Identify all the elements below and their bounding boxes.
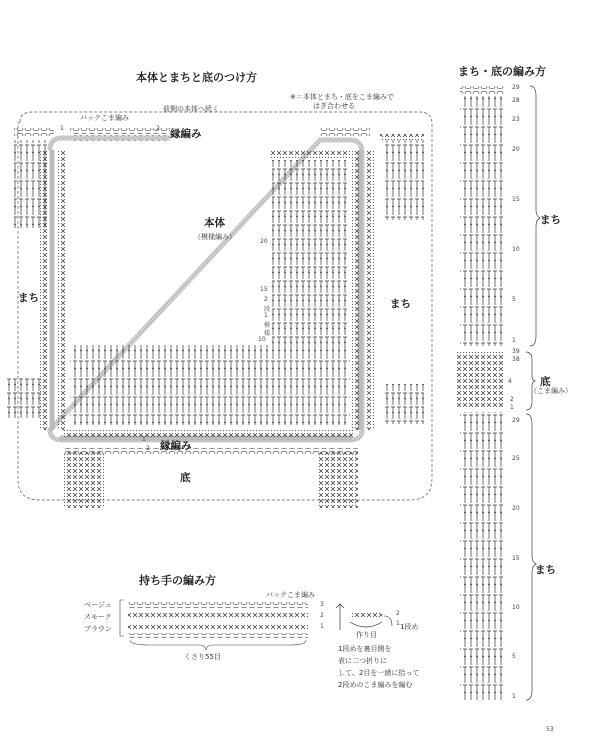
edging-left-x-inner <box>58 150 66 430</box>
edging-left-x <box>40 150 48 430</box>
strip-base-row-2: 2 <box>510 396 514 403</box>
handle-title: 持ち手の編み方 <box>139 574 216 587</box>
strip-lower-row-20: 20 <box>512 505 520 512</box>
join-note-line2: はぎ合わせる <box>313 102 355 110</box>
handle-row-3 <box>128 602 308 608</box>
mini-start-bracket <box>350 622 382 627</box>
mini-first-row-label: 1段め <box>400 623 419 631</box>
mini-start-label: 作り目 <box>356 631 377 639</box>
strip-gusset-label-upper: まち <box>540 214 561 226</box>
gusset-right-label: まち <box>390 298 411 310</box>
body-pattern-lower <box>70 345 350 425</box>
strip-gusset-label-lower: まち <box>535 564 556 576</box>
continue-label: 前側の本体へ続く <box>163 105 219 113</box>
body-pattern-upper <box>272 160 348 250</box>
bottom-edge-row-2: 2 <box>146 445 150 452</box>
gusset-left-label: まち <box>18 292 39 304</box>
strip-base-label: 底 <box>540 376 551 388</box>
handle-chain-brace <box>130 640 306 650</box>
handle-instruction-2: 表に二つ折りに <box>338 657 387 665</box>
strip-gusset-lower <box>460 412 504 700</box>
strip-base-row-1: 1 <box>510 404 514 411</box>
mini-start-arrow <box>336 604 344 630</box>
base-label: 底 <box>180 472 191 484</box>
mini-row-2-label: 2 <box>396 610 400 617</box>
body-top-x <box>270 150 350 158</box>
bottom-edge-row-1: 1 <box>142 436 146 443</box>
strip-row-10: 10 <box>512 246 520 253</box>
row-number-15: 15 <box>260 286 268 293</box>
handle-chain <box>128 633 308 638</box>
repeat-label-dan: 段 <box>264 306 271 313</box>
top-chain-row <box>70 128 170 134</box>
edging-right-x-outer <box>366 150 374 430</box>
repeat-label-you: 様 <box>264 330 271 337</box>
join-note-line1: ※＝本体とまち・底をこま編みで <box>290 93 394 101</box>
strip-lower-row-25: 25 <box>512 455 520 462</box>
strip-row-28: 28 <box>512 97 520 104</box>
strip-lower-row-29: 29 <box>512 417 520 424</box>
gusset-base-diagram <box>456 86 540 700</box>
assembly-diagram <box>6 112 432 508</box>
edging-top-label: 縁編み <box>170 128 202 140</box>
base-chain <box>64 448 358 454</box>
strip-gusset-upper <box>460 96 504 346</box>
handle-instruction-4: 2段めのこま編みを編む <box>338 681 413 689</box>
body-pattern-label: （模様編み） <box>194 233 236 241</box>
strip-row-39: 39 <box>512 348 520 355</box>
strip-row-1: 1 <box>512 337 516 344</box>
strip-row-5: 5 <box>512 296 516 303</box>
handle-instruction-3: して、2目を一緒に拾って <box>338 669 420 677</box>
handle-color-smoke: スモーク <box>84 613 112 621</box>
handle-color-beige: ベージュ <box>84 601 112 609</box>
strip-lower-row-5: 5 <box>512 653 516 660</box>
repeat-label-1: 1 <box>264 312 268 319</box>
strip-brace-base <box>526 352 535 410</box>
handle-diagram <box>120 600 392 650</box>
right-gusset-top-row <box>320 128 370 136</box>
base-left-x <box>64 452 104 508</box>
strip-lower-row-1: 1 <box>512 693 516 700</box>
strip-row-20: 20 <box>512 146 520 153</box>
page-number: 53 <box>546 726 554 733</box>
repeat-label-2: 2 <box>264 296 268 303</box>
handle-instruction-1: 1段めを裏目側を <box>338 645 392 653</box>
handle-row-2-label: 2 <box>320 612 324 619</box>
strip-row-15: 15 <box>512 196 520 203</box>
strip-base-x <box>456 352 504 408</box>
mini-start-x <box>352 613 382 619</box>
handle-row-3-label: 3 <box>320 601 324 608</box>
right-gusset-stitches <box>384 140 424 220</box>
edging-bottom-x <box>64 430 354 437</box>
base-right-x <box>318 452 358 508</box>
row-number-10: 10 <box>258 336 266 343</box>
handle-color-brown: ブラウン <box>84 625 112 633</box>
edging-bottom-label: 縁編み <box>160 440 192 452</box>
mini-fold-line <box>384 616 392 626</box>
right-gusset-lower <box>384 384 424 424</box>
row-number-20: 20 <box>260 238 268 245</box>
top-edge-row-1: 1 <box>60 125 64 132</box>
strip-row-23: 23 <box>512 116 520 123</box>
gusset-base-title: まち・底の編み方 <box>458 65 546 78</box>
strip-lower-row-15: 15 <box>512 555 520 562</box>
right-gusset-x-row <box>380 134 424 140</box>
mini-row-1-label: 1 <box>396 620 400 627</box>
repeat-label-mo: 模 <box>264 322 271 329</box>
strip-brace-lower <box>526 414 536 700</box>
strip-base-row-4: 4 <box>508 378 512 385</box>
handle-color-brace <box>120 600 124 636</box>
top-edge-row-2: 2 <box>156 125 160 132</box>
handle-row-1-label: 1 <box>320 623 324 630</box>
strip-top-chain <box>460 86 504 94</box>
strip-lower-row-10: 10 <box>512 604 520 611</box>
handle-row-1 <box>128 623 308 630</box>
strip-base-sub: （こま編み） <box>530 387 572 395</box>
strip-brace-upper <box>530 86 540 346</box>
assembly-title: 本体とまちと底のつけ方 <box>136 71 257 84</box>
handle-row-2 <box>128 612 308 619</box>
body-label: 本体 <box>204 217 225 229</box>
left-gusset-lower <box>6 378 42 418</box>
strip-row-29: 29 <box>512 84 520 91</box>
left-gusset-top-row <box>14 128 54 136</box>
handle-back-sc-label: バックこま編み <box>266 591 315 599</box>
body-pattern-right <box>272 250 348 345</box>
back-sc-label: バックこま編み <box>80 114 129 122</box>
strip-row-38: 38 <box>512 356 520 363</box>
handle-chain-label: くさり55目 <box>184 653 221 661</box>
edging-right-x <box>352 150 360 430</box>
